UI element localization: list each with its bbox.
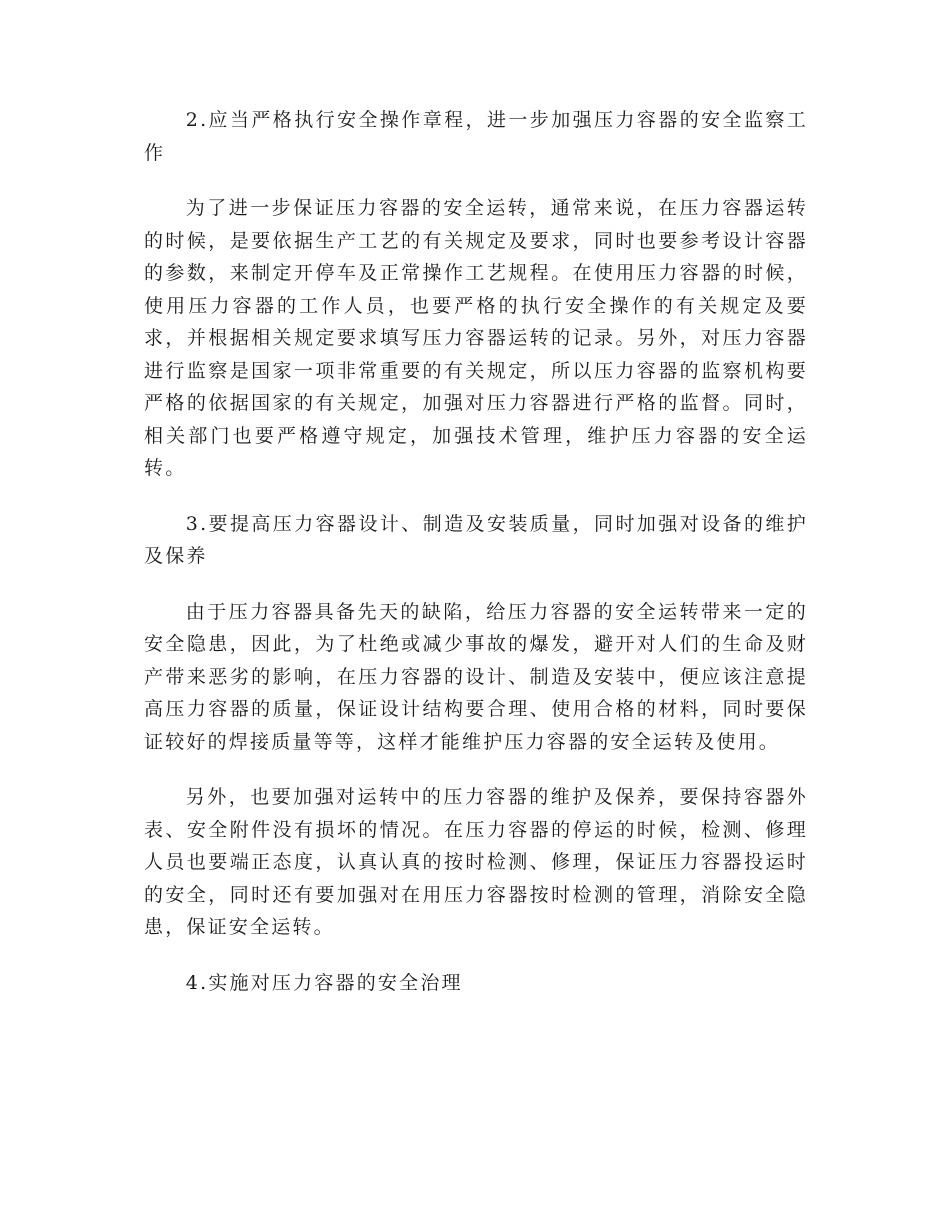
body-paragraph: 由于压力容器具备先天的缺陷，给压力容器的安全运转带来一定的安全隐患，因此，为了杜绝或减少事故的爆发，避开对人们的生命及财产带来恶劣的影响，在压力容器的设计、制造及安装中，便应该注意提高压力容器的质量，保证设计结构要合理、使用合格的材料，同时要保证较好的焊接质量等等，这样才能维护压力容器的安全运转及使用。 [144,600,808,753]
body-paragraph: 为了进一步保证压力容器的安全运转，通常来说，在压力容器运转的时候，是要依据生产工艺的有关规定及要求，同时也要参考设计容器的参数，来制定开停车及正常操作工艺规程。在使用压力容器的时候，使用压力容器的工作人员，也要严格的执行安全操作的有关规定及要求，并根据相关规定要求填写压力容器运转的记录。另外，对压力容器进行监察是国家一项非常重要的有关规定，所以压力容器的监察机构要严格的依据国家的有关规定，加强对压力容器进行严格的监督。同时，相关部门也要严格遵守规定，加强技术管理，维护压力容器的安全运转。 [144,197,808,479]
section-heading-3: 3.要提高压力容器设计、制造及安装质量，同时加强对设备的维护及保养 [144,512,808,567]
body-paragraph: 另外，也要加强对运转中的压力容器的维护及保养，要保持容器外表、安全附件没有损坏的情况。在压力容器的停运的时候，检测、修理人员也要端正态度，认真认真的按时检测、修理，保证压力容器投运时的安全，同时还有要加强对在用压力容器按时检测的管理，消除安全隐患，保证安全运转。 [144,786,808,938]
document-page [144,104,808,1022]
section-heading-4: 4.实施对压力容器的安全治理 [185,971,463,994]
section-heading-2: 2.应当严格执行安全操作章程，进一步加强压力容器的安全监察工作 [144,109,808,164]
